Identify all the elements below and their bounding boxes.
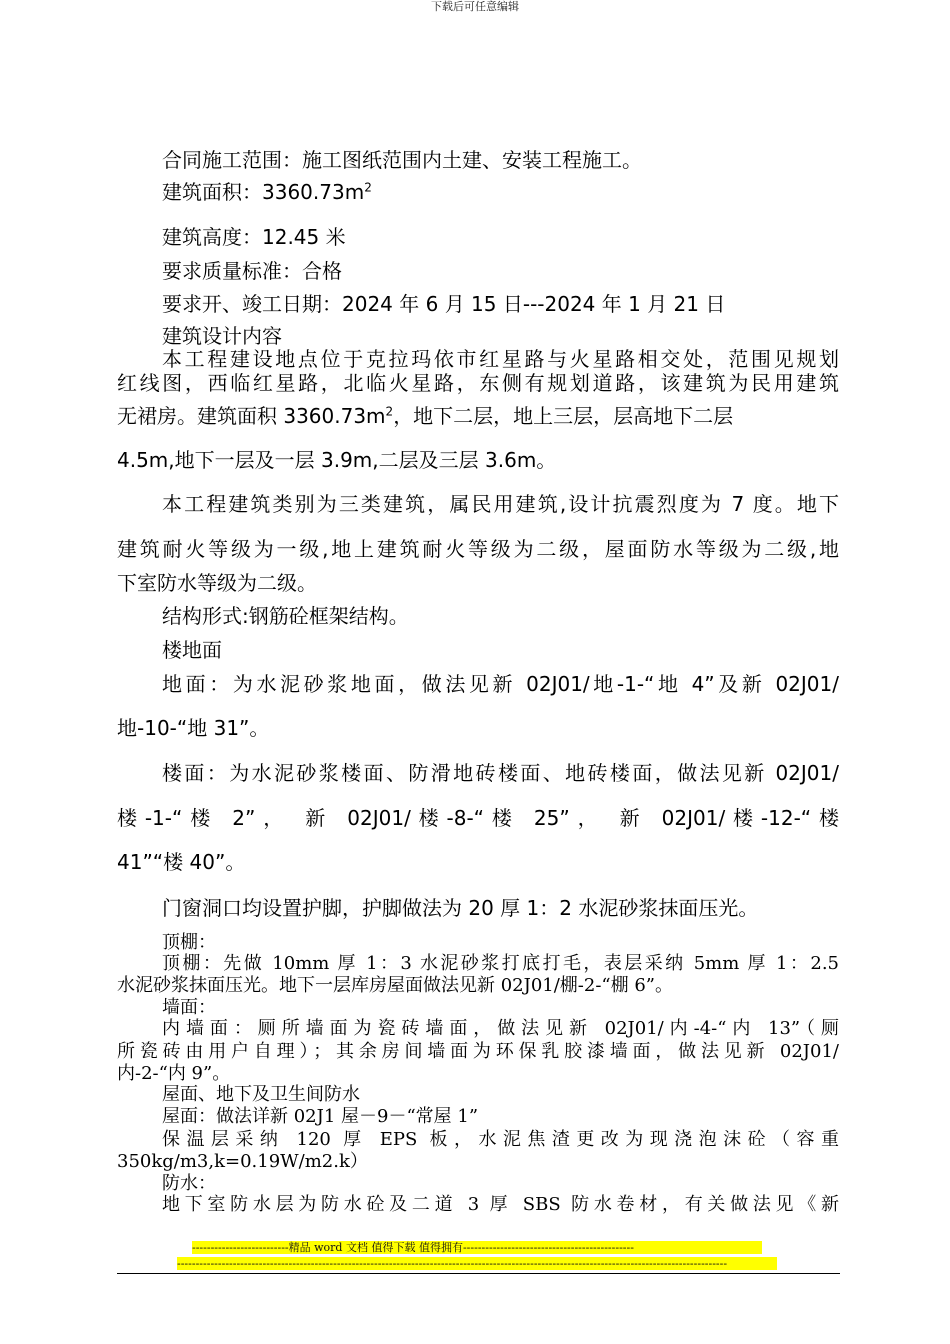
section-heading-ceiling: 顶棚： [162, 932, 216, 953]
area-text: 无裙房。建筑面积 3360.73m [117, 404, 386, 428]
page-header-note: 下载后可任意编辑 [431, 0, 519, 13]
square-superscript: 2 [385, 404, 394, 419]
door-guard-line: 门窗洞口均设置护脚，护脚做法为 20 厚 1：2 水泥砂浆抹面压光。 [162, 896, 759, 920]
ground-floor-line: 地-10-“地 31”。 [117, 716, 270, 740]
design-paragraph-line: 4.5m,地下一层及一层 3.9m,二层及三层 3.6m。 [117, 448, 557, 472]
square-superscript: 2 [364, 180, 372, 195]
wall-line: 所瓷砖由用户自理）；其余房间墙面为环保乳胶漆墙面，做法见新 02J01/ [117, 1041, 839, 1062]
design-paragraph-line: 本工程建设地点位于克拉玛依市红星路与火星路相交处，范围见规划 [162, 347, 839, 371]
building-area-line [162, 179, 372, 205]
footer-banner-line: --------------------------精品 word 文档 值得下载 值得拥有---------------------------------------------- [192, 1241, 762, 1254]
upper-floor-line: 41”“楼 40”。 [117, 850, 246, 874]
contract-scope-line: 合同施工范围：施工图纸范围内土建、安装工程施工。 [162, 148, 642, 172]
structure-form-line: 结构形式:钢筋砼框架结构。 [162, 604, 409, 628]
wall-line: 内墙面：厕所墙面为瓷砖墙面，做法见新 02J01/内-4-“内 13”（厕 [162, 1018, 839, 1039]
section-heading-design: 建筑设计内容 [162, 324, 282, 348]
category-paragraph-line: 建筑耐火等级为一级,地上建筑耐火等级为二级，屋面防水等级为二级,地 [117, 537, 839, 561]
building-area-text: 建筑面积：3360.73m [162, 180, 365, 204]
upper-floor-line: 楼-1-“楼 2”， 新 02J01/楼-8-“楼 25”， 新 02J01/楼-12-“楼 [117, 806, 839, 830]
footer-dash-line: ---------------------------------------------------------------------------------------------------------------------------------------------------- [177, 1257, 777, 1270]
design-paragraph-line [117, 403, 839, 429]
ground-floor-line: 地面：为水泥砂浆地面，做法见新 02J01/地-1-“地 4”及新 02J01/ [162, 672, 839, 696]
section-heading-floor: 楼地面 [162, 638, 222, 662]
wall-line: 内-2-“内 9”。 [117, 1063, 231, 1084]
footer-divider [117, 1273, 840, 1274]
waterproof-line: 地下室防水层为防水砼及二道 3 厚 SBS 防水卷材，有关做法见《新 [162, 1194, 839, 1215]
section-heading-waterproof: 屋面、地下及卫生间防水 [162, 1084, 360, 1105]
floors-text: ，地下二层，地上三层，层高地下二层 [393, 404, 734, 428]
building-height-line: 建筑高度：12.45 米 [162, 225, 346, 249]
insulation-line: 350kg/m3,k=0.19W/m2.k） [117, 1151, 368, 1172]
insulation-line: 保温层采纳 120 厚 EPS 板，水泥焦渣更改为现浇泡沫砼（容重 [162, 1129, 839, 1150]
section-heading-wall: 墙面： [162, 997, 216, 1018]
ceiling-line: 顶棚：先做 10mm 厚 1：3 水泥砂浆打底打毛，表层采纳 5mm 厚 1：2.5 [162, 953, 839, 974]
schedule-line: 要求开、竣工日期：2024 年 6 月 15 日---2024 年 1 月 21 日 [162, 292, 726, 316]
roof-line: 屋面：做法详新 02J1 屋－9－“常屋 1” [162, 1106, 479, 1127]
upper-floor-line: 楼面：为水泥砂浆楼面、防滑地砖楼面、地砖楼面，做法见新 02J01/ [162, 761, 839, 785]
category-paragraph-line: 下室防水等级为二级。 [117, 571, 317, 595]
design-paragraph-line: 红线图，西临红星路，北临火星路，东侧有规划道路，该建筑为民用建筑 [117, 371, 839, 395]
section-heading-waterproofing: 防水： [162, 1173, 216, 1194]
category-paragraph-line: 本工程建筑类别为三类建筑，属民用建筑,设计抗震烈度为 7 度。地下 [162, 492, 839, 516]
ceiling-line: 水泥砂浆抹面压光。地下一层库房屋面做法见新 02J01/棚-2-“棚 6”。 [117, 975, 674, 996]
quality-standard-line: 要求质量标准：合格 [162, 259, 342, 283]
